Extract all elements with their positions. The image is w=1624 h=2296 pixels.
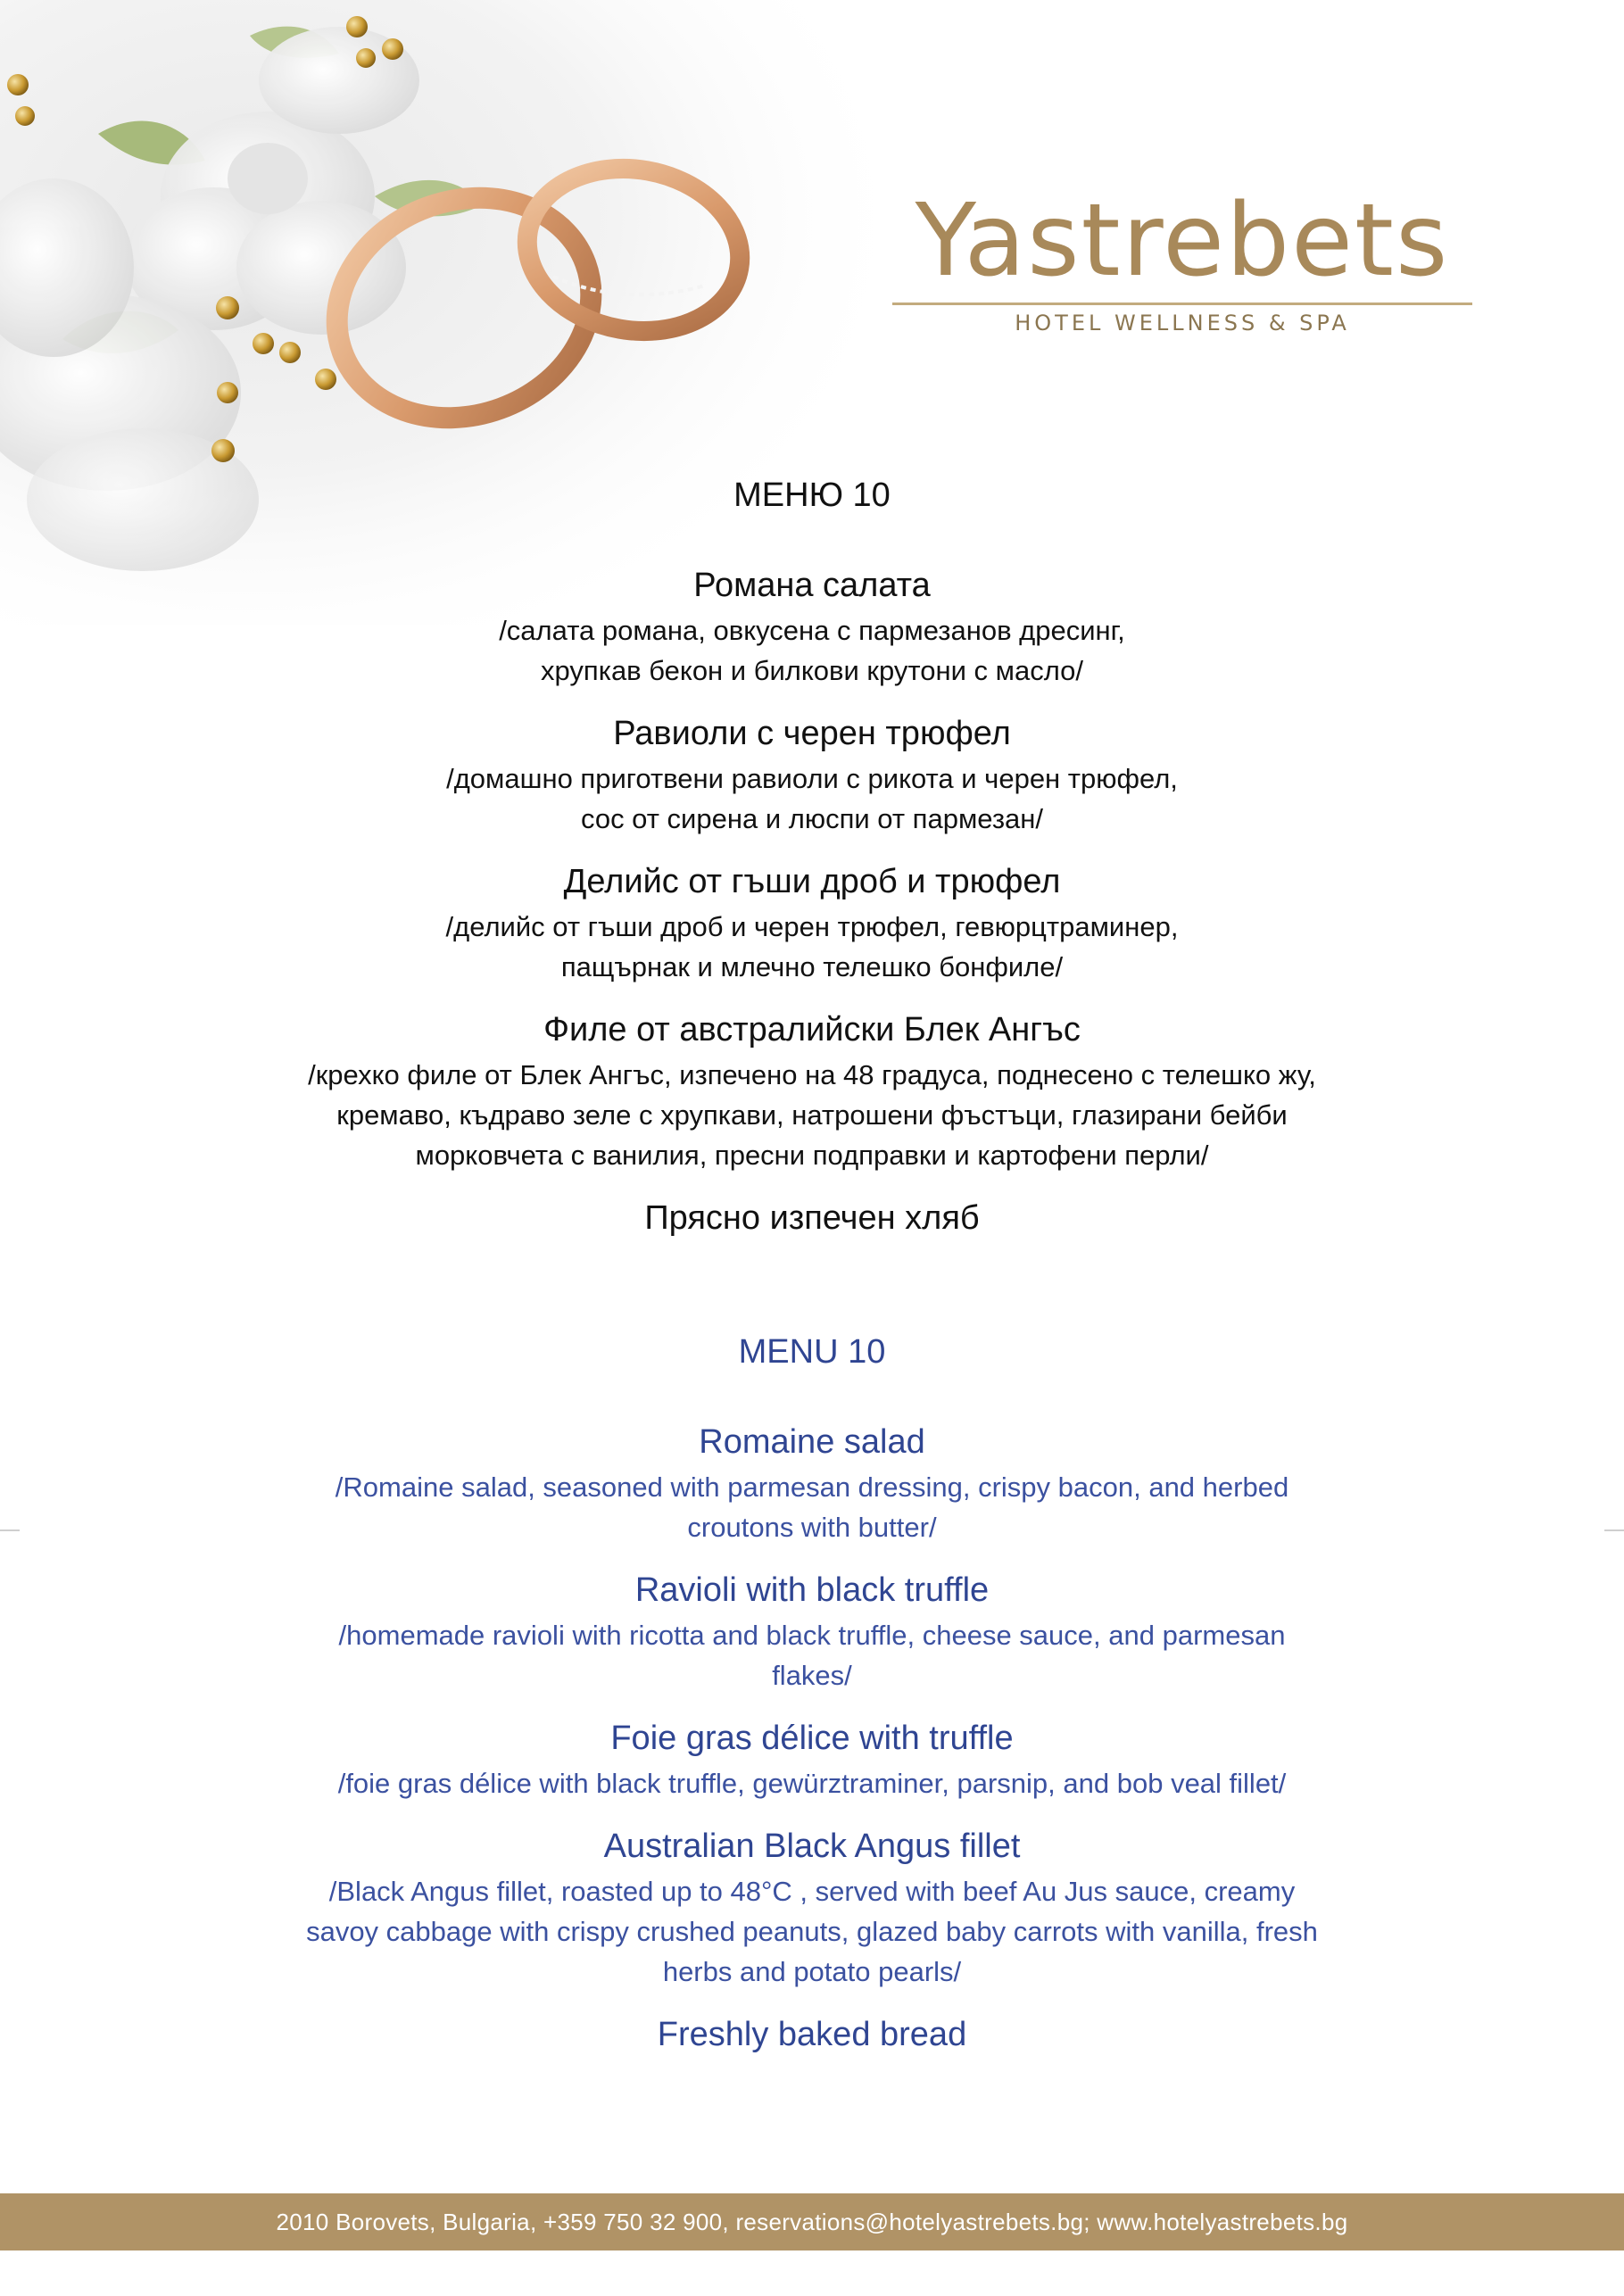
description-line: /салата романа, овкусена с пармезанов дресинг, (499, 615, 1125, 646)
dish-description (178, 1055, 1446, 1175)
logo-name: Yastrebets (915, 183, 1450, 299)
dish-title: Делийс от гъши дроб и трюфел (563, 863, 1061, 900)
description-line: сос от сирена и люспи от пармезан/ (580, 803, 1044, 834)
page-fold-mark (1604, 1529, 1624, 1531)
dish-title: Филе от австралийски Блек Ангъс (543, 1011, 1081, 1049)
dish-description (178, 907, 1446, 987)
dish-description (178, 1615, 1446, 1695)
description-line: /Romaine salad, seasoned with parmesan dressing, crispy bacon, and herbed (335, 1471, 1289, 1503)
dish-description (178, 1763, 1446, 1803)
bulgarian-menu (178, 473, 1446, 1241)
english-menu (178, 1330, 1446, 2058)
description-line: пащърнак и млечно телешко бонфиле/ (560, 951, 1064, 982)
description-line: /homemade ravioli with ricotta and black truffle, cheese sauce, and parmesan (338, 1620, 1286, 1651)
hotel-logo (892, 183, 1472, 336)
description-line: /foie gras délice with black truffle, gewürztraminer, parsnip, and bob veal fillet/ (337, 1768, 1287, 1799)
dish-description (178, 1467, 1446, 1547)
description-line: /делийс от гъши дроб и черен трюфел, гевюрцтраминер, (445, 911, 1179, 942)
dish-title: Ravioli with black truffle (634, 1571, 990, 1609)
description-line: /домашно приготвени равиоли с рикота и черен трюфел, (446, 763, 1178, 794)
description-line: кремаво, къдраво зеле с хрупкави, натрошени фъстъци, глазирани бейби (336, 1099, 1288, 1131)
description-line: /крехко филе от Блек Ангъс, изпечено на 48 градуса, поднесено с телешко жу, (308, 1059, 1316, 1090)
logo-subtitle: HOTEL WELLNESS & SPA (1015, 311, 1350, 336)
menu-title: МЕНЮ 10 (733, 477, 891, 514)
menu-title: MENU 10 (738, 1333, 886, 1371)
dish-title: Freshly baked bread (657, 2016, 967, 2053)
page-fold-mark (0, 1529, 20, 1531)
dish-title: Foie gras délice with truffle (610, 1720, 1014, 1757)
description-line: хрупкав бекон и билкови крутони с масло/ (541, 655, 1083, 686)
description-line: морковчета с ванилия, пресни подправки и картофени перли/ (415, 1140, 1209, 1171)
logo-divider (892, 303, 1472, 305)
dish-title: Прясно изпечен хляб (644, 1199, 980, 1237)
dish-title: Romaine salad (699, 1423, 925, 1461)
dish-title: Романа салата (693, 567, 931, 604)
dish-description (178, 1871, 1446, 1992)
dish-description (178, 610, 1446, 691)
description-line: /Black Angus fillet, roasted up to 48°C , served with beef Au Jus sauce, creamy (328, 1876, 1296, 1907)
footer-contact-text: 2010 Borovets, Bulgaria, +359 750 32 900, reservations@hotelyastrebets.bg; www.hotelyastrebets.bg (276, 2208, 1348, 2235)
description-line: flakes/ (772, 1660, 852, 1691)
footer-bar (0, 2193, 1624, 2250)
description-line: savoy cabbage with crispy crushed peanuts, glazed baby carrots with vanilla, fresh (306, 1916, 1318, 1947)
dish-title: Australian Black Angus fillet (603, 1828, 1021, 1865)
description-line: herbs and potato pearls/ (662, 1956, 962, 1987)
dish-description (178, 758, 1446, 839)
dish-title: Равиоли с черен трюфел (613, 715, 1011, 752)
description-line: croutons with butter/ (687, 1512, 937, 1543)
